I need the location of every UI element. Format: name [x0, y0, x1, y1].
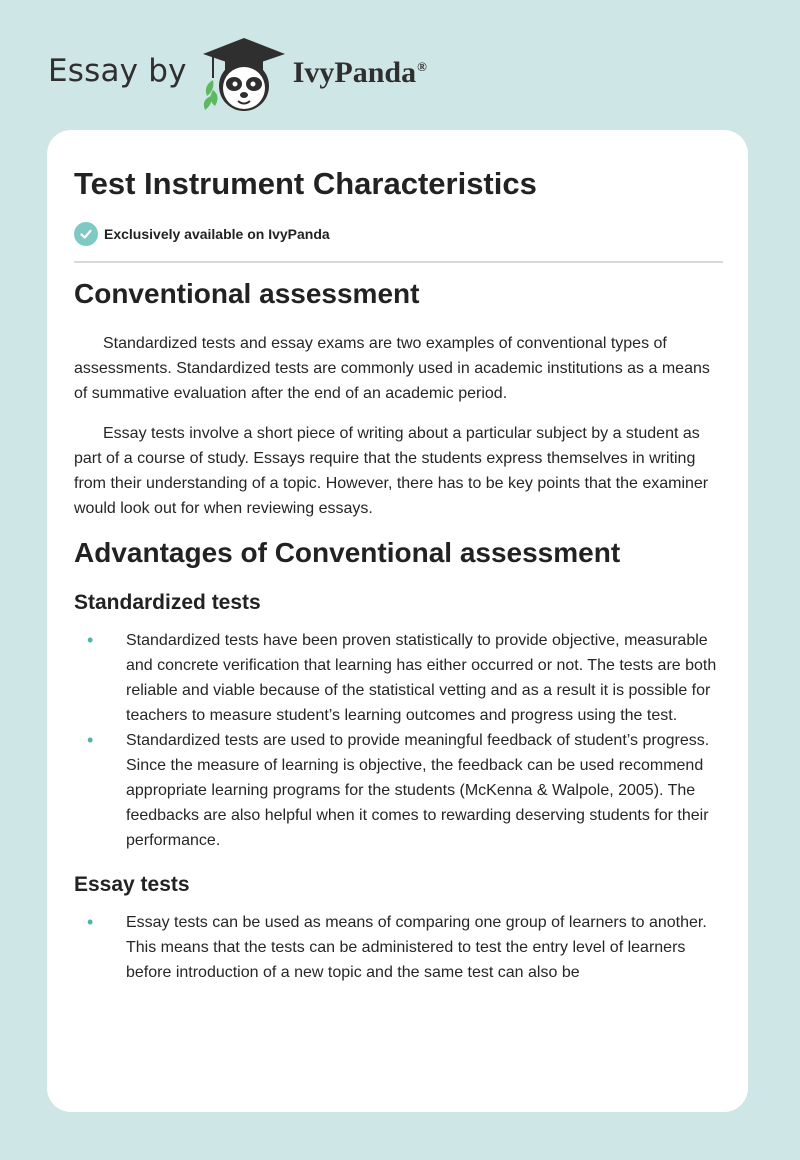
brand-prefix: Essay by — [48, 53, 187, 89]
bullet-list — [74, 910, 724, 985]
exclusive-badge — [74, 222, 330, 246]
list-item: • Standardized tests have been proven statistically to provide objective, measurable and concrete verification that learning has either occurred or not. The tests are both reliable and viable because of the statistical vetting and as a result it is possible for teachers to measure student’s learning outcomes and progress using the test. — [87, 630, 717, 725]
article-body — [74, 276, 724, 985]
subsection-heading: Standardized tests — [74, 590, 261, 614]
check-icon — [74, 222, 98, 246]
paragraph: Standardized tests and essay exams are two examples of conventional types of assessments. Standardized tests are commonly used in academic institutions as a means of summative evaluation after the end of an academic period. — [74, 335, 710, 403]
essay-card — [47, 130, 748, 1112]
paragraph: Essay tests involve a short piece of writing about a particular subject by a student as part of a course of study. Essays require that the students express themselves in writing from their understanding of a topic. However, there has to be key points that the examiner would look out for when reviewing essays. — [74, 425, 709, 518]
section-heading: Advantages of Conventional assessment — [74, 537, 621, 569]
badge-text: Exclusively available on IvyPanda — [104, 226, 330, 242]
bullet-icon: • — [87, 630, 94, 651]
registered-mark: ® — [417, 59, 427, 74]
bullet-icon: • — [87, 730, 94, 751]
graduation-cap-panda-icon — [199, 34, 289, 114]
brand-name: IvyPanda® — [292, 56, 427, 89]
list-item: • Essay tests can be used as means of comparing one group of learners to another. This means that the tests can be administered to test the entry level of learners before introduction of a new topic and the same test can also be — [87, 912, 707, 982]
brand-header[interactable] — [48, 34, 427, 114]
bullet-icon: • — [87, 912, 94, 933]
page-title: Test Instrument Characteristics — [74, 166, 537, 201]
list-item: • Standardized tests are used to provide meaningful feedback of student’s progress. Since the measure of learning is objective, the feedback can be used recommend appropriate learning programs for the students (McKenna & Walpole, 2005). The feedbacks are also helpful when it comes to rewarding deserving students for their performance. — [87, 730, 710, 850]
divider — [74, 261, 723, 263]
bullet-list — [74, 628, 724, 853]
subsection-heading: Essay tests — [74, 873, 190, 897]
section-heading: Conventional assessment — [74, 278, 420, 309]
